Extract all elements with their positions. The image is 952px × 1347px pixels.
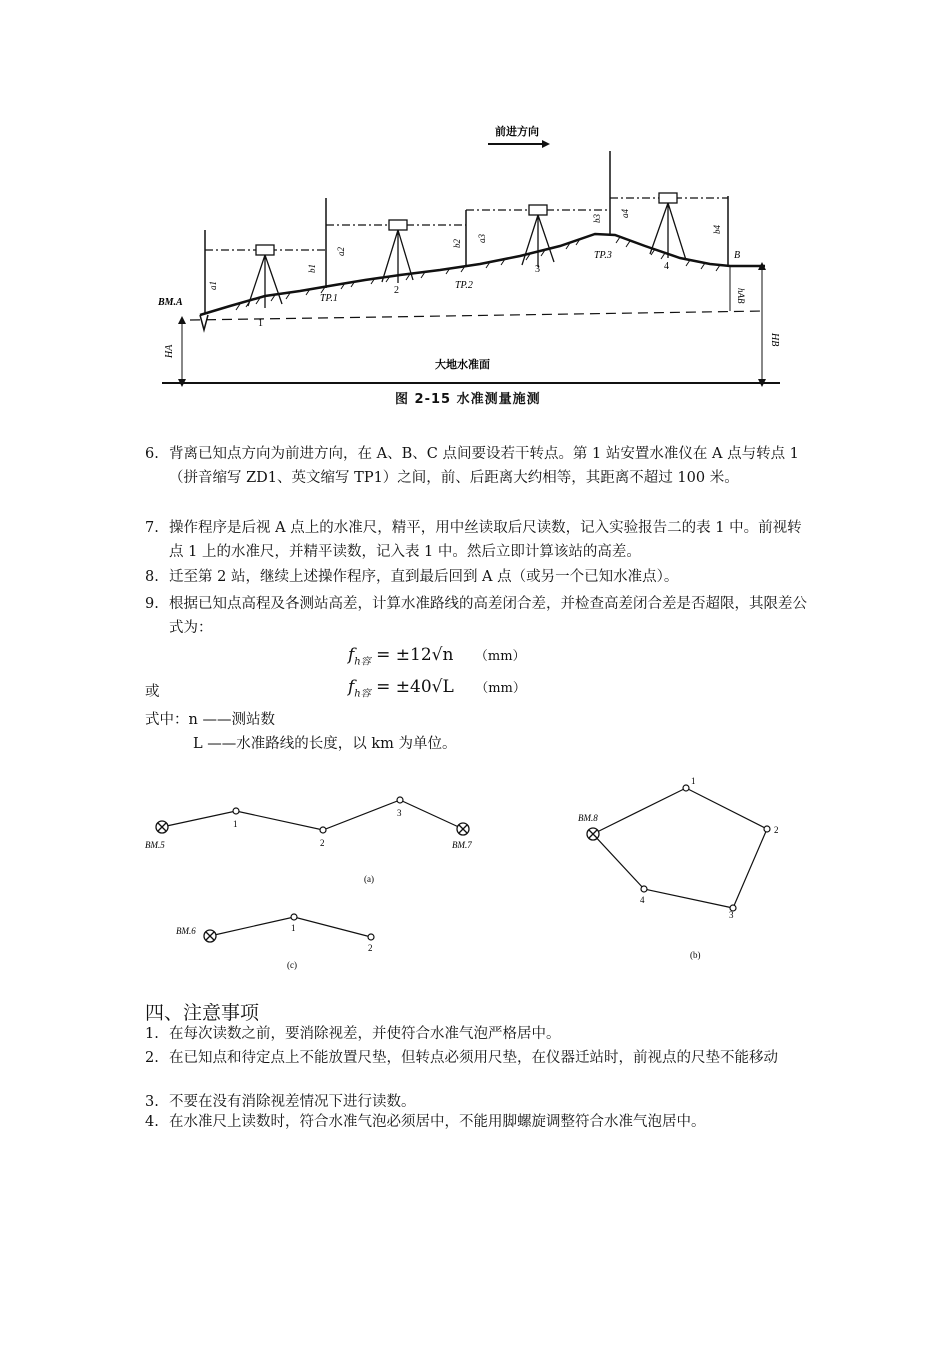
ha-label: HA [164,344,175,358]
ground-profile [200,234,765,315]
rod-b3: b3 [592,214,602,223]
a-node-3: 3 [397,808,402,818]
legend-line-2: L ——水准路线的长度，以 km 为单位。 [193,736,457,752]
bm5-label: BM.5 [145,840,165,850]
note-1: 1. 在每次读数之前，要消除视差，并使符合水准气泡严格居中。 [145,1026,561,1042]
c-node-2: 2 [368,943,373,953]
a-node-2: 2 [320,838,325,848]
tp3-label: TP.3 [594,250,612,261]
tp2-label: TP.2 [455,280,473,291]
bm8-label: BM.8 [578,813,598,823]
rod-b2: b2 [452,239,462,248]
tp1-label: TP.1 [320,293,338,304]
caption-a: (a) [364,874,374,884]
rod-b1: b1 [307,264,317,273]
b-node-2: 2 [774,825,779,835]
leveling-diagram [150,118,790,418]
b-node-3: 3 [729,910,734,920]
formula-1: $f_{h容} = \pm 12√n$ （mm） [348,645,526,668]
note-2: 2. 在已知点和待定点上不能放置尺垫，但转点必须用尺垫，在仪器迁站时，前视点的尺垫不能移动 [145,1050,778,1066]
rod-a1: a1 [208,281,218,290]
figure-caption: 图 2-15 水准测量施测 [395,392,541,407]
b-label: B [734,250,741,261]
caption-c: (c) [287,960,297,970]
formula-2: $f_{h容} = \pm 40√L$ （mm） [348,677,526,700]
or-label: 或 [145,684,160,700]
station-1: 1 [258,318,263,329]
step-6: 6. 背离已知点方向为前进方向，在 A、B、C 点间要设若干转点。第 1 站安置水准仪在 A 点与转点 1（拼音缩写 ZD1、英文缩写 TP1）之间，前、后距离大约相等，其距离不超过 100 米。 [145,446,799,486]
step-8: 8. 迁至第 2 站，继续上述操作程序，直到最后回到 A 点（或另一个已知水准点）。 [145,569,679,585]
b-node-1: 1 [691,776,696,786]
rod-b4: b4 [712,225,722,234]
geoid-label: 大地水准面 [435,359,490,371]
rod-a4: a4 [620,209,630,218]
bm6-label: BM.6 [176,926,196,936]
station-4: 4 [664,261,669,272]
section-title: 四、注意事项 [145,1002,260,1024]
step-9: 9. 根据已知点高程及各测站高差，计算水准路线的高差闭合差，并检查高差闭合差是否超限，其限差公式为： [145,596,807,636]
note-3: 3. 不要在没有消除视差情况下进行读数。 [145,1094,416,1110]
rod-a3: a3 [477,234,487,243]
bm7-label: BM.7 [452,840,472,850]
b-node-4: 4 [640,895,645,905]
direction-label: 前进方向 [495,126,539,138]
step-7: 7. 操作程序是后视 A 点上的水准尺，精平，用中丝读取后尺读数，记入实验报告二的表 1 中。前视转点 1 上的水准尺，并精平读数，记入表 1 中。然后立即计算该站的高差。 [145,520,802,560]
a-node-1: 1 [233,819,238,829]
hb-label: HB [769,333,780,347]
legend-line-1: 式中：n ——测站数 [145,712,275,728]
bm-a-label: BM.A [158,297,183,308]
caption-b: (b) [690,950,701,960]
station-3: 3 [535,264,540,275]
route-diagrams [140,770,820,990]
station-2: 2 [394,285,399,296]
bm-symbols [156,821,599,942]
hab-label: hAB [736,288,746,304]
c-node-1: 1 [291,923,296,933]
rod-a2: a2 [336,247,346,256]
note-4: 4. 在水准尺上读数时，符合水准气泡必须居中，不能用脚螺旋调整符合水准气泡居中。 [145,1114,706,1130]
